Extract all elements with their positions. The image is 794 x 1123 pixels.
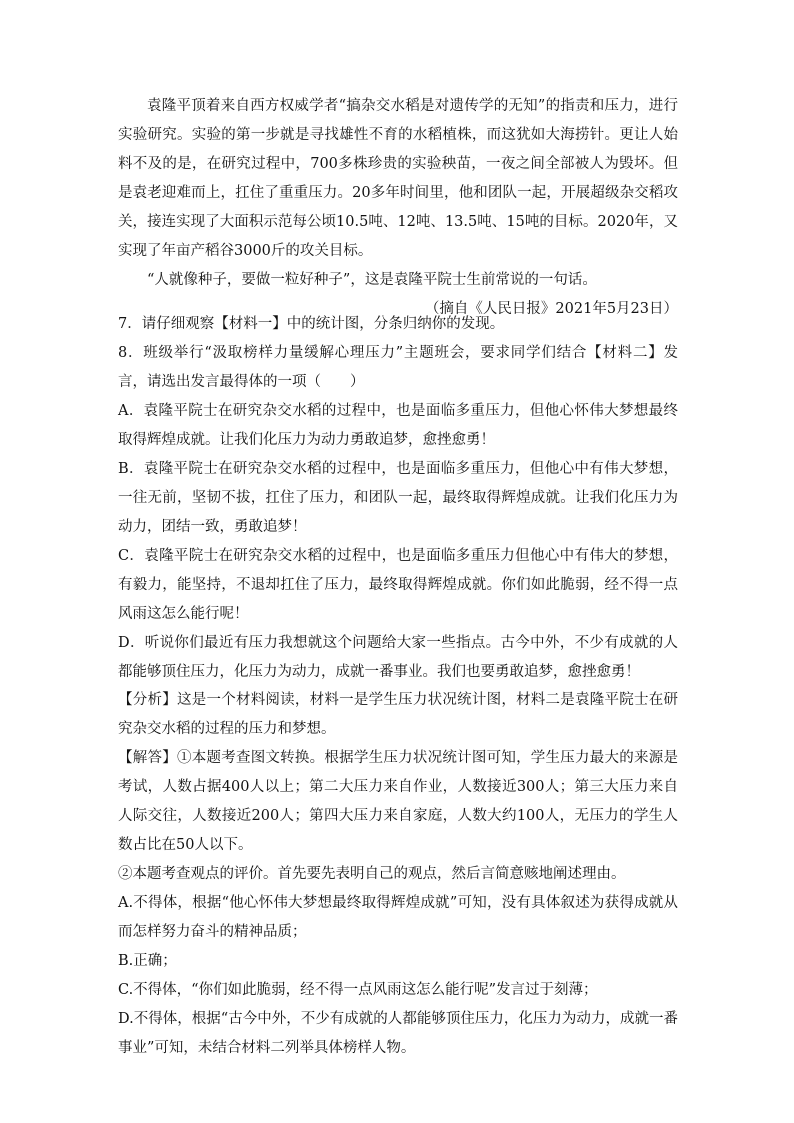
answer-c: C.不得体，“你们如此脆弱，经不得一点风雨这怎么能行呢”发言过于刻薄；: [118, 982, 598, 998]
questions-section: [118, 310, 678, 687]
material-two-passage: [118, 92, 678, 324]
analysis-point-2: ②本题考查观点的评价。首先要先表明自己的观点，然后言简意赅地阐述理由。: [118, 866, 626, 882]
passage-source: （摘自《人民日报》2021年5月23日）: [424, 301, 678, 317]
question-8: 8．班级举行“汲取榜样力量缓解心理压力”主题班会，要求同学们结合【材料二】发言，请选出发言最得体的一项（ ）: [118, 345, 678, 390]
option-c: C．袁隆平院士在研究杂交水稻的过程中，也是面临多重压力但他心中有伟大的梦想，有毅力，能坚持，不退却扛住了压力，最终取得辉煌成就。你们如此脆弱，经不得一点风雨这怎么能行呢！: [118, 548, 678, 622]
question-7: 7．请仔细观察【材料一】中的统计图，分条归纳你的发现。: [118, 316, 505, 332]
answer-a: A.不得体，根据“他心怀伟大梦想最终取得辉煌成就”可知，没有具体叙述为获得成就从而怎样努力奋斗的精神品质；: [118, 895, 678, 940]
option-d: D．听说你们最近有压力我想就这个问题给大家一些指点。古今中外，不少有成就的人都能够顶住压力，化压力为动力，成就一番事业。我们也要勇敢追梦，愈挫愈勇！: [118, 635, 678, 680]
passage-paragraph-2: “人就像种子，要做一粒好种子”，这是袁隆平院士生前常说的一句话。: [147, 272, 597, 288]
option-b: B．袁隆平院士在研究杂交水稻的过程中，也是面临多重压力，但他心中有伟大梦想，一往无前，坚韧不拔，扛住了压力，和团队一起，最终取得辉煌成就。让我们化压力为动力，团结一致，勇敢追梦！: [118, 461, 678, 535]
answer-analysis-section: [118, 686, 678, 1063]
answer-d: D.不得体，根据“古今中外，不少有成就的人都能够顶住压力，化压力为动力，成就一番事业”可知，未结合材料二列举具体榜样人物。: [118, 1011, 678, 1056]
option-a: A．袁隆平院士在研究杂交水稻的过程中，也是面临多重压力，但他心怀伟大梦想最终取得辉煌成就。让我们化压力为动力勇敢追梦，愈挫愈勇！: [118, 403, 678, 448]
analysis-fenxi: 【分析】这是一个材料阅读，材料一是学生压力状况统计图，材料二是袁隆平院士在研究杂交水稻的过程的压力和梦想。: [118, 692, 678, 737]
passage-paragraph-1: 袁隆平顶着来自西方权威学者“搞杂交水稻是对遗传学的无知”的指责和压力，进行实验研究。实验的第一步就是寻找雄性不育的水稻植株，而这犹如大海捞针。更让人始料不及的是，在研究过程中，700多株珍贵的实验秧苗，一夜之间全部被人为毁坏。但是袁老迎难而上，扛住了重重压力。20多年时间里，他和团队一起，开展超级杂交稻攻关，接连实现了大面积示范每公顷10.5吨、12吨、13.5吨、15吨的目标。2020年，又实现了年亩产稻谷3000斤的攻关目标。: [118, 98, 678, 259]
answer-b: B.正确；: [118, 953, 177, 969]
analysis-jieda: 【解答】①本题考查图文转换。根据学生压力状况统计图可知，学生压力最大的来源是考试，人数占据400人以上；第二大压力来自作业，人数接近300人；第三大压力来自人际交往，人数接近200人；第四大压力来自家庭，人数大约100人，无压力的学生人数占比在50人以下。: [118, 750, 678, 853]
